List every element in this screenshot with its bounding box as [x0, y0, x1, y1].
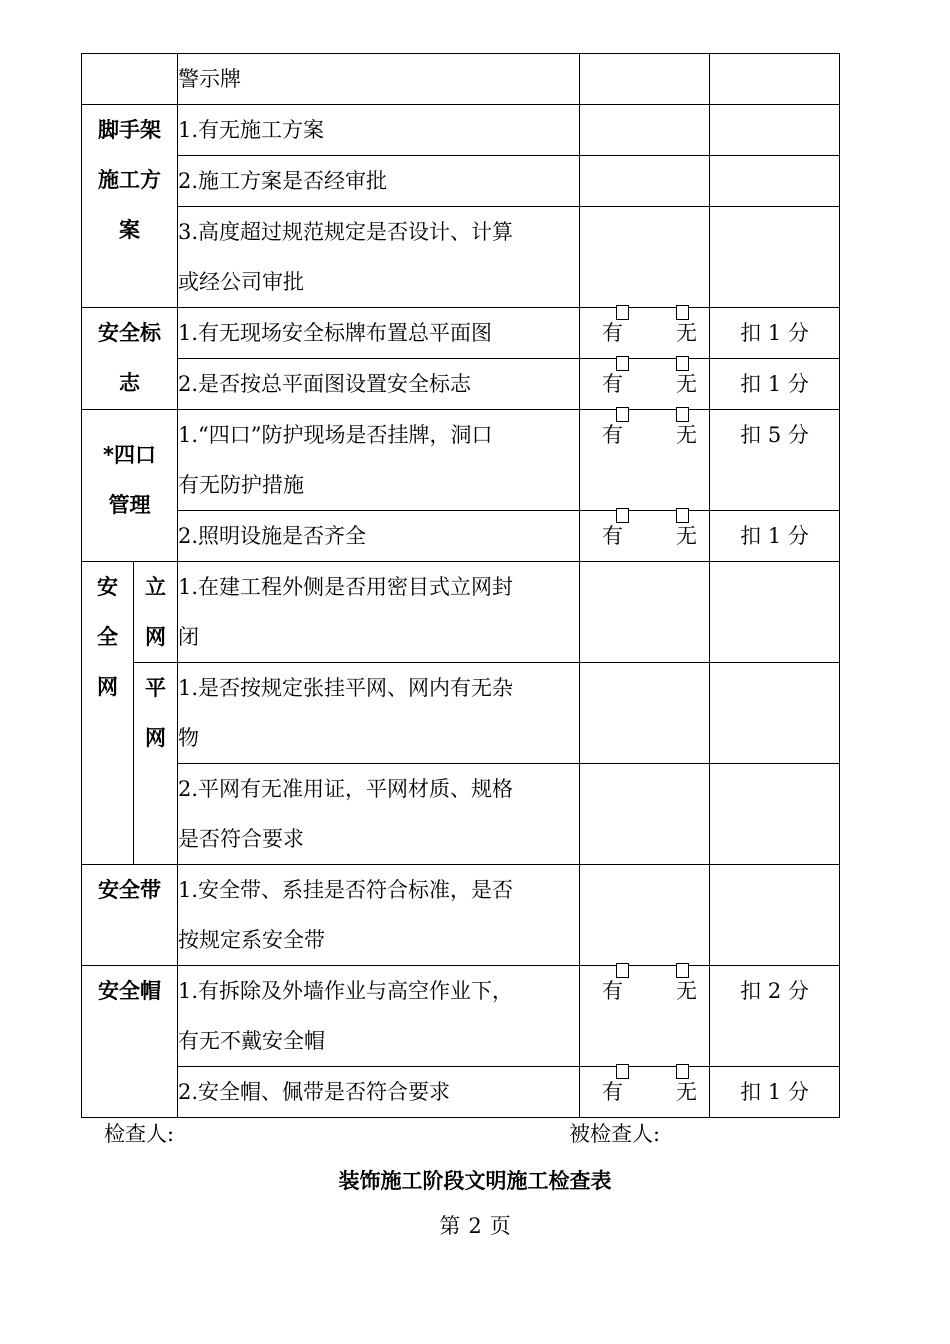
item-text: 2.施工方案是否经审批: [178, 156, 580, 207]
table-row: [82, 308, 840, 359]
checkbox-icon[interactable]: [676, 508, 689, 523]
score-cell: 扣 1 分: [710, 1067, 840, 1118]
option-cell: [580, 562, 710, 663]
checkbox-icon[interactable]: [616, 1064, 629, 1079]
category-safety-belt: 安全带: [82, 865, 178, 966]
table-row: [82, 156, 840, 207]
option-no-label: 无: [676, 979, 697, 1003]
option-no[interactable]: [676, 511, 697, 561]
subcategory-vertical-net: [134, 562, 178, 663]
item-line: 1.“四口”防护现场是否挂牌，洞口: [178, 423, 493, 447]
category-four-openings: [82, 410, 178, 562]
option-no[interactable]: [676, 308, 697, 358]
option-yes-label: 有: [602, 321, 623, 345]
category-safety-helmet: 安全帽: [82, 966, 178, 1118]
category-label: 案: [119, 218, 140, 242]
item-line: 闭: [178, 625, 199, 649]
subcategory-flat-net: [134, 663, 178, 865]
category-label: 脚手架: [98, 118, 161, 142]
option-yes-label: 有: [602, 1080, 623, 1104]
item-line: 物: [178, 726, 199, 750]
checkbox-icon[interactable]: [676, 407, 689, 422]
category-scaffold: [82, 105, 178, 308]
option-cell: [580, 511, 710, 562]
score-cell: [710, 764, 840, 865]
score-cell: [710, 156, 840, 207]
option-cell: [580, 663, 710, 764]
category-label: *四口: [103, 443, 156, 467]
item-text: 警示牌: [178, 54, 580, 105]
inspection-table: [81, 53, 840, 1118]
item-line: 是否符合要求: [178, 827, 304, 851]
category-label: 管理: [108, 493, 151, 517]
table-row: [82, 410, 840, 511]
option-cell: [580, 865, 710, 966]
option-no-label: 无: [676, 423, 697, 447]
option-no[interactable]: [676, 410, 697, 460]
item-text: [178, 764, 580, 865]
item-text: [178, 207, 580, 308]
score-cell: [710, 207, 840, 308]
score-cell: [710, 865, 840, 966]
checkbox-icon[interactable]: [676, 305, 689, 320]
table-row: [82, 105, 840, 156]
checkbox-icon[interactable]: [616, 407, 629, 422]
checkbox-icon[interactable]: [616, 356, 629, 371]
category-label: 网: [97, 675, 118, 699]
item-text: [178, 410, 580, 511]
inspector-label: 检查人:: [104, 1122, 175, 1146]
item-text: [178, 966, 580, 1067]
inspected-label: 被检查人:: [569, 1122, 661, 1146]
item-line: 3.高度超过规范规定是否设计、计算: [178, 220, 514, 244]
score-cell: 扣 2 分: [710, 966, 840, 1067]
table-row: [82, 764, 840, 865]
option-no[interactable]: [676, 1067, 697, 1117]
category-label: 安全标: [98, 321, 161, 345]
category-label: 安: [97, 575, 118, 599]
score-cell: 扣 1 分: [710, 359, 840, 410]
option-yes[interactable]: [602, 359, 623, 409]
page-prefix: 第: [439, 1214, 461, 1238]
item-text: 1.有无施工方案: [178, 105, 580, 156]
item-line: 1.在建工程外侧是否用密目式立网封: [178, 575, 514, 599]
page-number: [0, 1210, 950, 1240]
table-row: [82, 562, 840, 663]
table-row: [82, 54, 840, 105]
category-label: 志: [119, 371, 140, 395]
table-row: [82, 966, 840, 1067]
category-label: 全: [97, 625, 118, 649]
option-no-label: 无: [676, 1080, 697, 1104]
option-cell: [580, 1067, 710, 1118]
page-num: 2: [468, 1214, 482, 1238]
table-row: [82, 359, 840, 410]
category-label: 施工方: [98, 168, 161, 192]
score-cell: [710, 663, 840, 764]
option-cell: [580, 410, 710, 511]
option-no-label: 无: [676, 372, 697, 396]
option-cell: [580, 359, 710, 410]
subcategory-label: 网: [145, 726, 166, 750]
item-line: 1.安全带、系挂是否符合标准，是否: [178, 878, 514, 902]
score-cell: [710, 54, 840, 105]
subcategory-label: 网: [145, 625, 166, 649]
table-row: [82, 511, 840, 562]
item-line: 按规定系安全带: [178, 928, 325, 952]
subcategory-label: 平: [145, 676, 166, 700]
option-yes[interactable]: [602, 966, 623, 1016]
item-text: 2.是否按总平面图设置安全标志: [178, 359, 580, 410]
checkbox-icon[interactable]: [616, 508, 629, 523]
score-cell: 扣 1 分: [710, 308, 840, 359]
option-yes-label: 有: [602, 372, 623, 396]
option-yes-label: 有: [602, 423, 623, 447]
subcategory-label: 立: [145, 575, 166, 599]
option-yes-label: 有: [602, 524, 623, 548]
option-no-label: 无: [676, 321, 697, 345]
option-cell: [580, 207, 710, 308]
option-cell: [580, 105, 710, 156]
table-row: [82, 865, 840, 966]
option-cell: [580, 54, 710, 105]
option-cell: [580, 966, 710, 1067]
item-line: 有无不戴安全帽: [178, 1029, 325, 1053]
checkbox-icon[interactable]: [676, 963, 689, 978]
table-row: [82, 1067, 840, 1118]
document-title: 装饰施工阶段文明施工检查表: [338, 1169, 612, 1193]
option-yes-label: 有: [602, 979, 623, 1003]
category-cell: [82, 54, 178, 105]
option-yes[interactable]: [602, 511, 623, 561]
option-no[interactable]: [676, 359, 697, 409]
checkbox-icon[interactable]: [616, 305, 629, 320]
item-line: 1.有拆除及外墙作业与高空作业下，: [178, 979, 514, 1003]
category-safety-net: [82, 562, 134, 865]
option-no[interactable]: [676, 966, 697, 1016]
item-text: [178, 663, 580, 764]
checkbox-icon[interactable]: [676, 356, 689, 371]
option-cell: [580, 764, 710, 865]
score-cell: 扣 5 分: [710, 410, 840, 511]
score-cell: 扣 1 分: [710, 511, 840, 562]
item-line: 2.平网有无准用证，平网材质、规格: [178, 777, 514, 801]
option-cell: [580, 156, 710, 207]
option-yes[interactable]: [602, 308, 623, 358]
item-line: 有无防护措施: [178, 473, 304, 497]
item-text: 1.有无现场安全标牌布置总平面图: [178, 308, 580, 359]
score-cell: [710, 562, 840, 663]
checkbox-icon[interactable]: [676, 1064, 689, 1079]
option-no-label: 无: [676, 524, 697, 548]
item-text: 2.照明设施是否齐全: [178, 511, 580, 562]
score-cell: [710, 105, 840, 156]
option-yes[interactable]: [602, 1067, 623, 1117]
table-row: [82, 207, 840, 308]
checkbox-icon[interactable]: [616, 963, 629, 978]
category-sign: [82, 308, 178, 410]
option-yes[interactable]: [602, 410, 623, 460]
item-line: 1.是否按规定张挂平网、网内有无杂: [178, 676, 514, 700]
option-cell: [580, 308, 710, 359]
item-text: [178, 865, 580, 966]
table-row: [82, 663, 840, 764]
item-text: 2.安全帽、佩带是否符合要求: [178, 1067, 580, 1118]
page-suffix: 页: [489, 1214, 511, 1238]
item-text: [178, 562, 580, 663]
item-line: 或经公司审批: [178, 270, 304, 294]
